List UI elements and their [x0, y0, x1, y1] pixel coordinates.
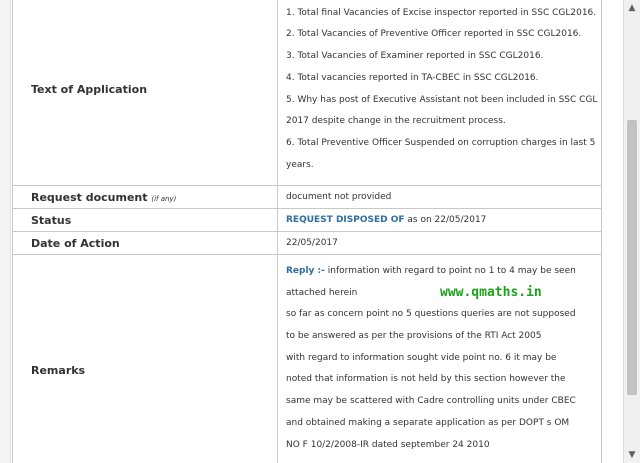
- remarks-line: same may be scattered with Cadre controlling units under CBEC: [286, 396, 576, 407]
- status-label: Status: [13, 209, 278, 232]
- row-date-of-action: [13, 232, 602, 255]
- application-details-table: [12, 0, 602, 463]
- text-of-application-label: Text of Application: [13, 0, 278, 186]
- request-document-label: [13, 186, 278, 209]
- text-of-application-value: [278, 0, 602, 186]
- scroll-down-button[interactable]: [624, 447, 640, 463]
- remarks-line: attached herein: [286, 287, 358, 298]
- watermark-text: www.qmaths.in: [440, 285, 542, 300]
- date-of-action-value: 22/05/2017: [278, 232, 602, 255]
- remarks-line: [286, 261, 601, 283]
- application-item: 3. Total Vacancies of Examiner reported in SSC CGL2016.: [286, 51, 544, 62]
- remarks-line: and obtained making a separate application as per DOPT s OM: [286, 417, 570, 428]
- row-text-of-application: [13, 0, 602, 186]
- remarks-line: so far as concern point no 5 questions queries are not supposed: [286, 309, 576, 320]
- row-request-document: [13, 186, 602, 209]
- request-document-label-text: Request document: [31, 190, 148, 204]
- request-document-label-note: (if any): [151, 194, 177, 203]
- scrollbar-thumb[interactable]: [627, 120, 637, 395]
- application-item: 2. Total Vacancies of Preventive Officer reported in SSC CGL2016.: [286, 29, 582, 40]
- reply-label: Reply :-: [286, 266, 325, 276]
- remarks-line: NO F 10/2/2008-IR dated september 24 2010: [286, 439, 490, 450]
- chevron-up-icon: ▲: [628, 3, 636, 13]
- application-item: years.: [286, 159, 314, 170]
- scroll-up-button[interactable]: [624, 0, 640, 16]
- chevron-down-icon: ▼: [628, 450, 636, 460]
- status-badge: REQUEST DISPOSED OF: [286, 215, 405, 225]
- date-of-action-label: Date of Action: [13, 232, 278, 255]
- remarks-label: Remarks: [13, 255, 278, 463]
- vertical-scrollbar[interactable]: [623, 0, 640, 463]
- remarks-line-text: information with regard to point no 1 to 4 may be seen: [324, 266, 576, 276]
- application-item: 6. Total Preventive Officer Suspended on corruption charges in last 5: [286, 137, 596, 148]
- application-item: 5. Why has post of Executive Assistant not been included in SSC CGL: [286, 94, 598, 105]
- remarks-line: to be answered as per the provisions of the RTI Act 2005: [286, 331, 542, 342]
- remarks-line: noted that information is not held by this section however the: [286, 374, 566, 385]
- left-margin: [0, 0, 11, 463]
- remarks-line: with regard to information sought vide point no. 6 it may be: [286, 352, 557, 363]
- request-document-value: document not provided: [278, 186, 602, 209]
- application-item: 4. Total vacancies reported in TA-CBEC in SSC CGL2016.: [286, 72, 539, 83]
- status-value: [278, 209, 602, 232]
- application-item: 2017 despite change in the recruitment process.: [286, 116, 506, 127]
- row-status: [13, 209, 602, 232]
- status-date-text: as on 22/05/2017: [404, 215, 487, 225]
- application-item: 1. Total final Vacancies of Excise inspector reported in SSC CGL2016.: [286, 7, 597, 18]
